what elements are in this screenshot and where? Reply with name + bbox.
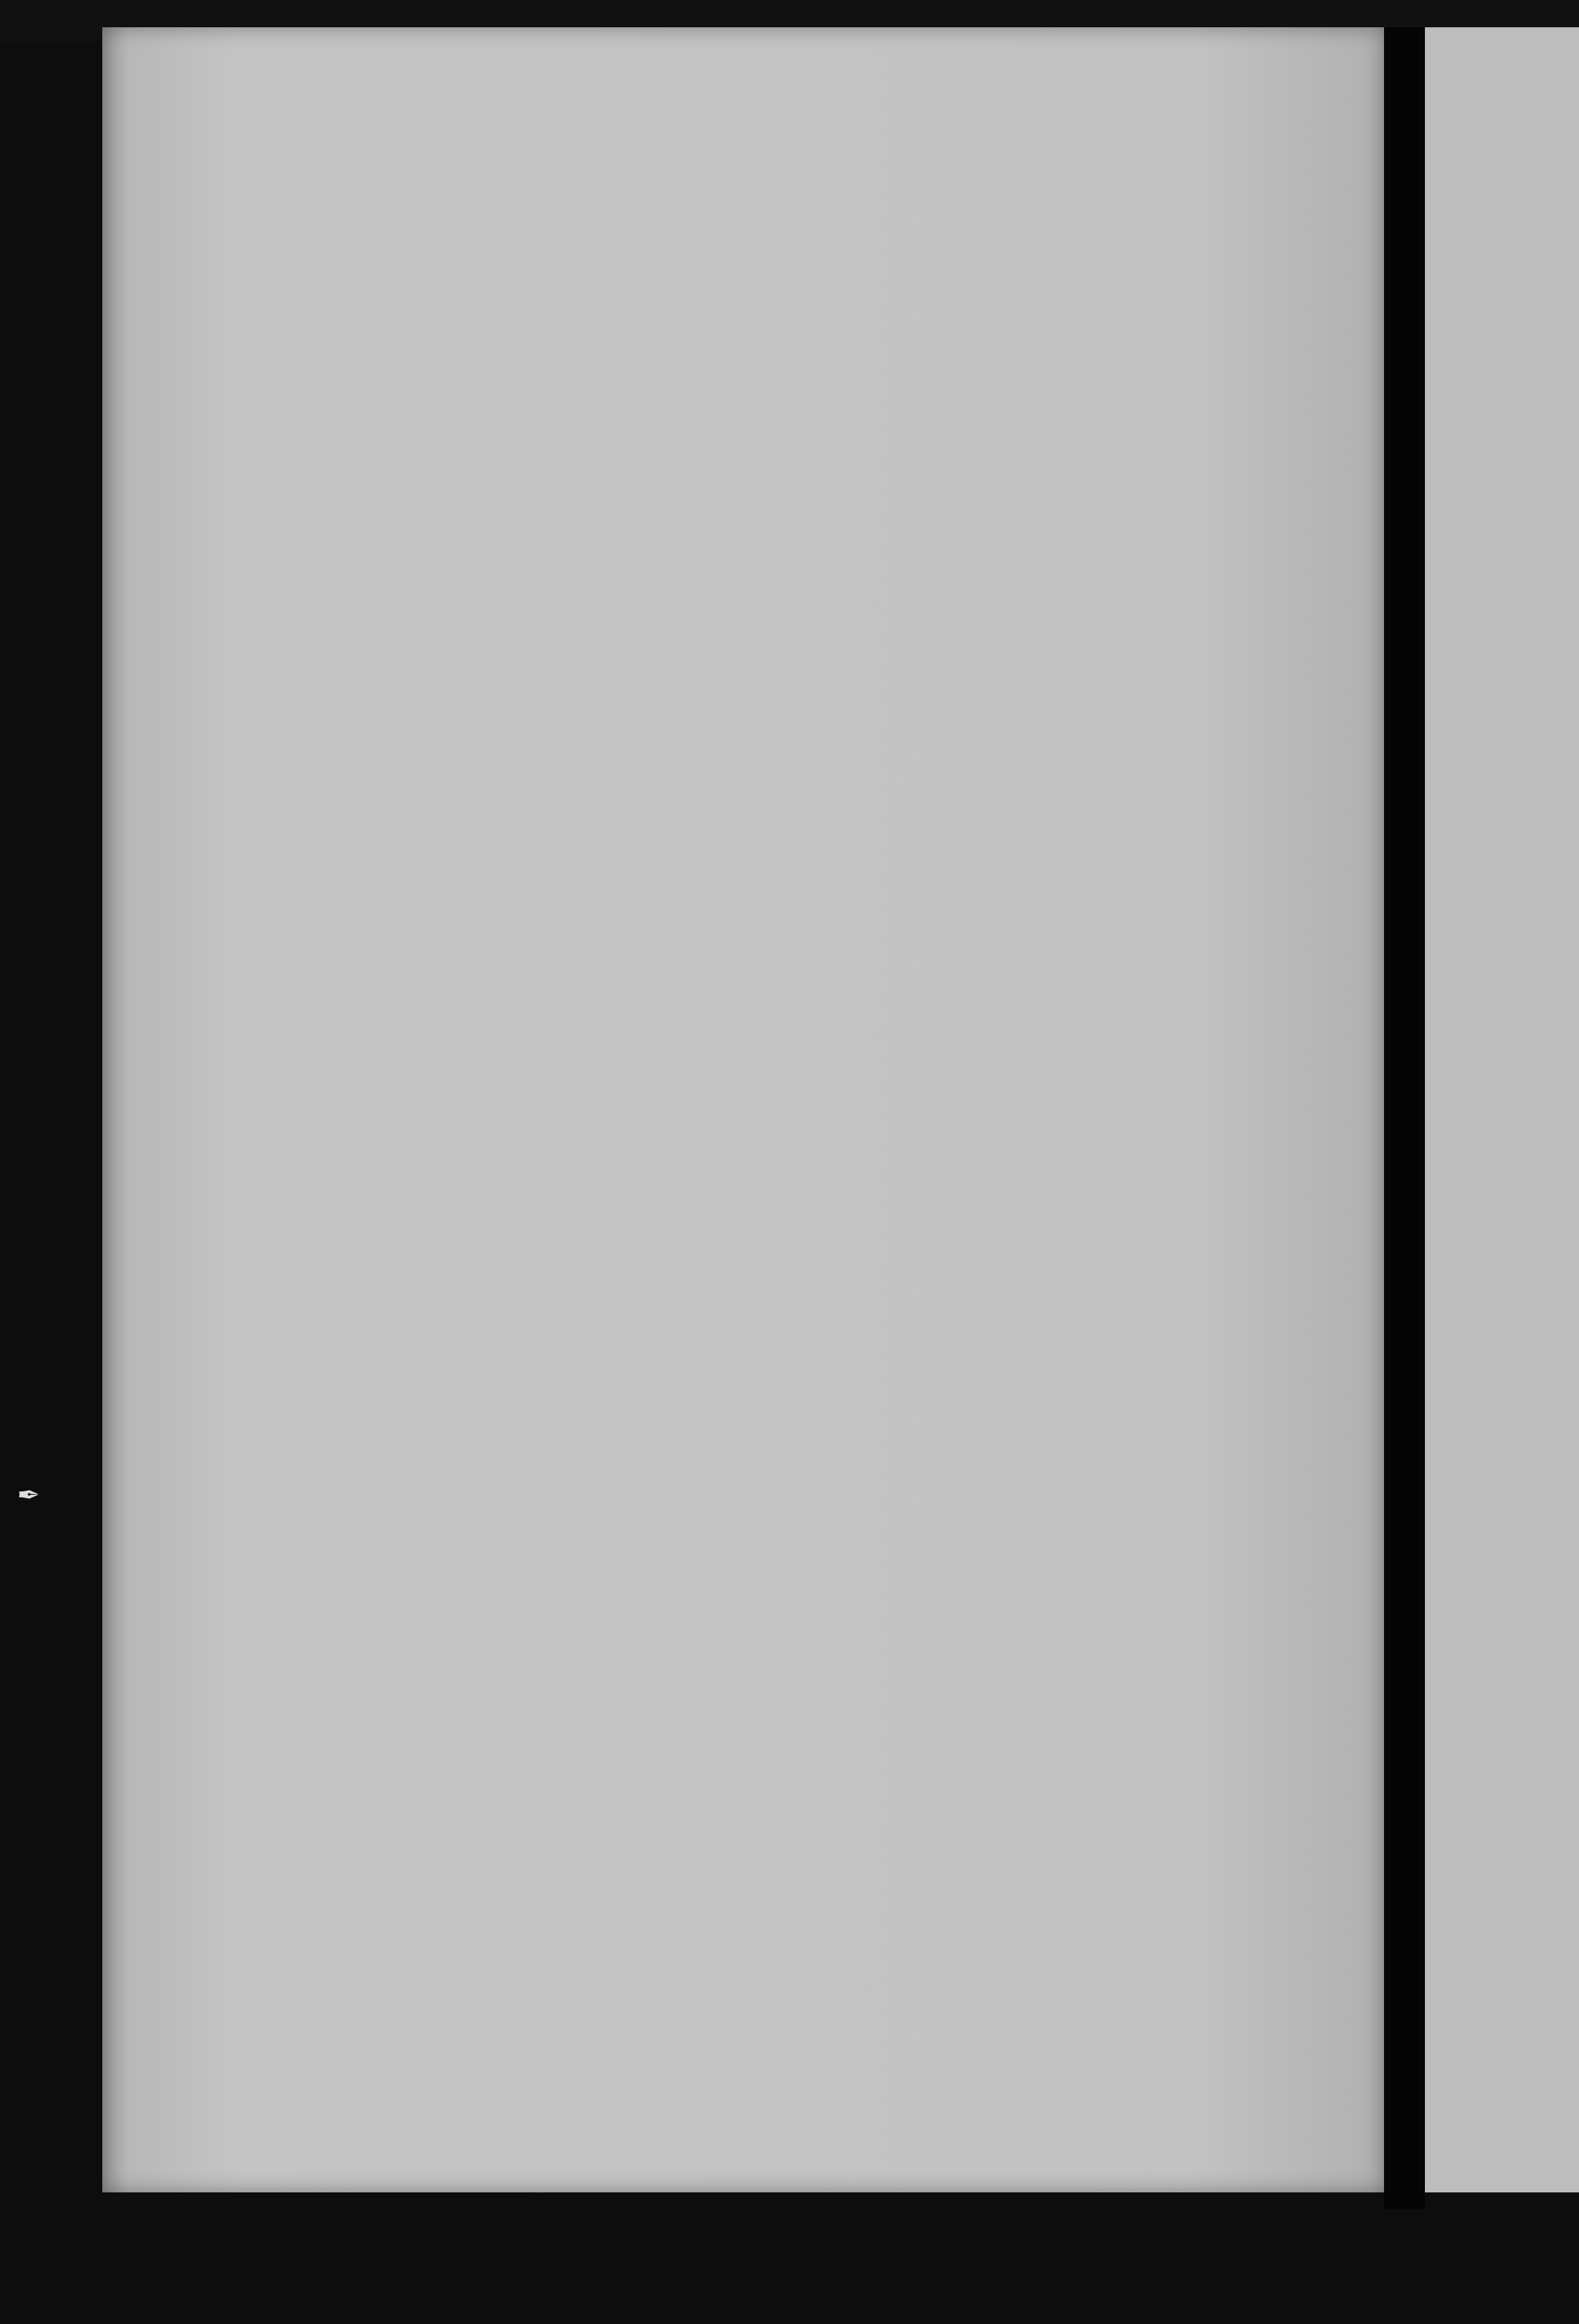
- book-gutter: [1384, 27, 1425, 2209]
- left-page: [102, 27, 1384, 2192]
- right-page-fragment: [1425, 27, 1579, 2192]
- margin-mark: ✒: [17, 1480, 40, 1511]
